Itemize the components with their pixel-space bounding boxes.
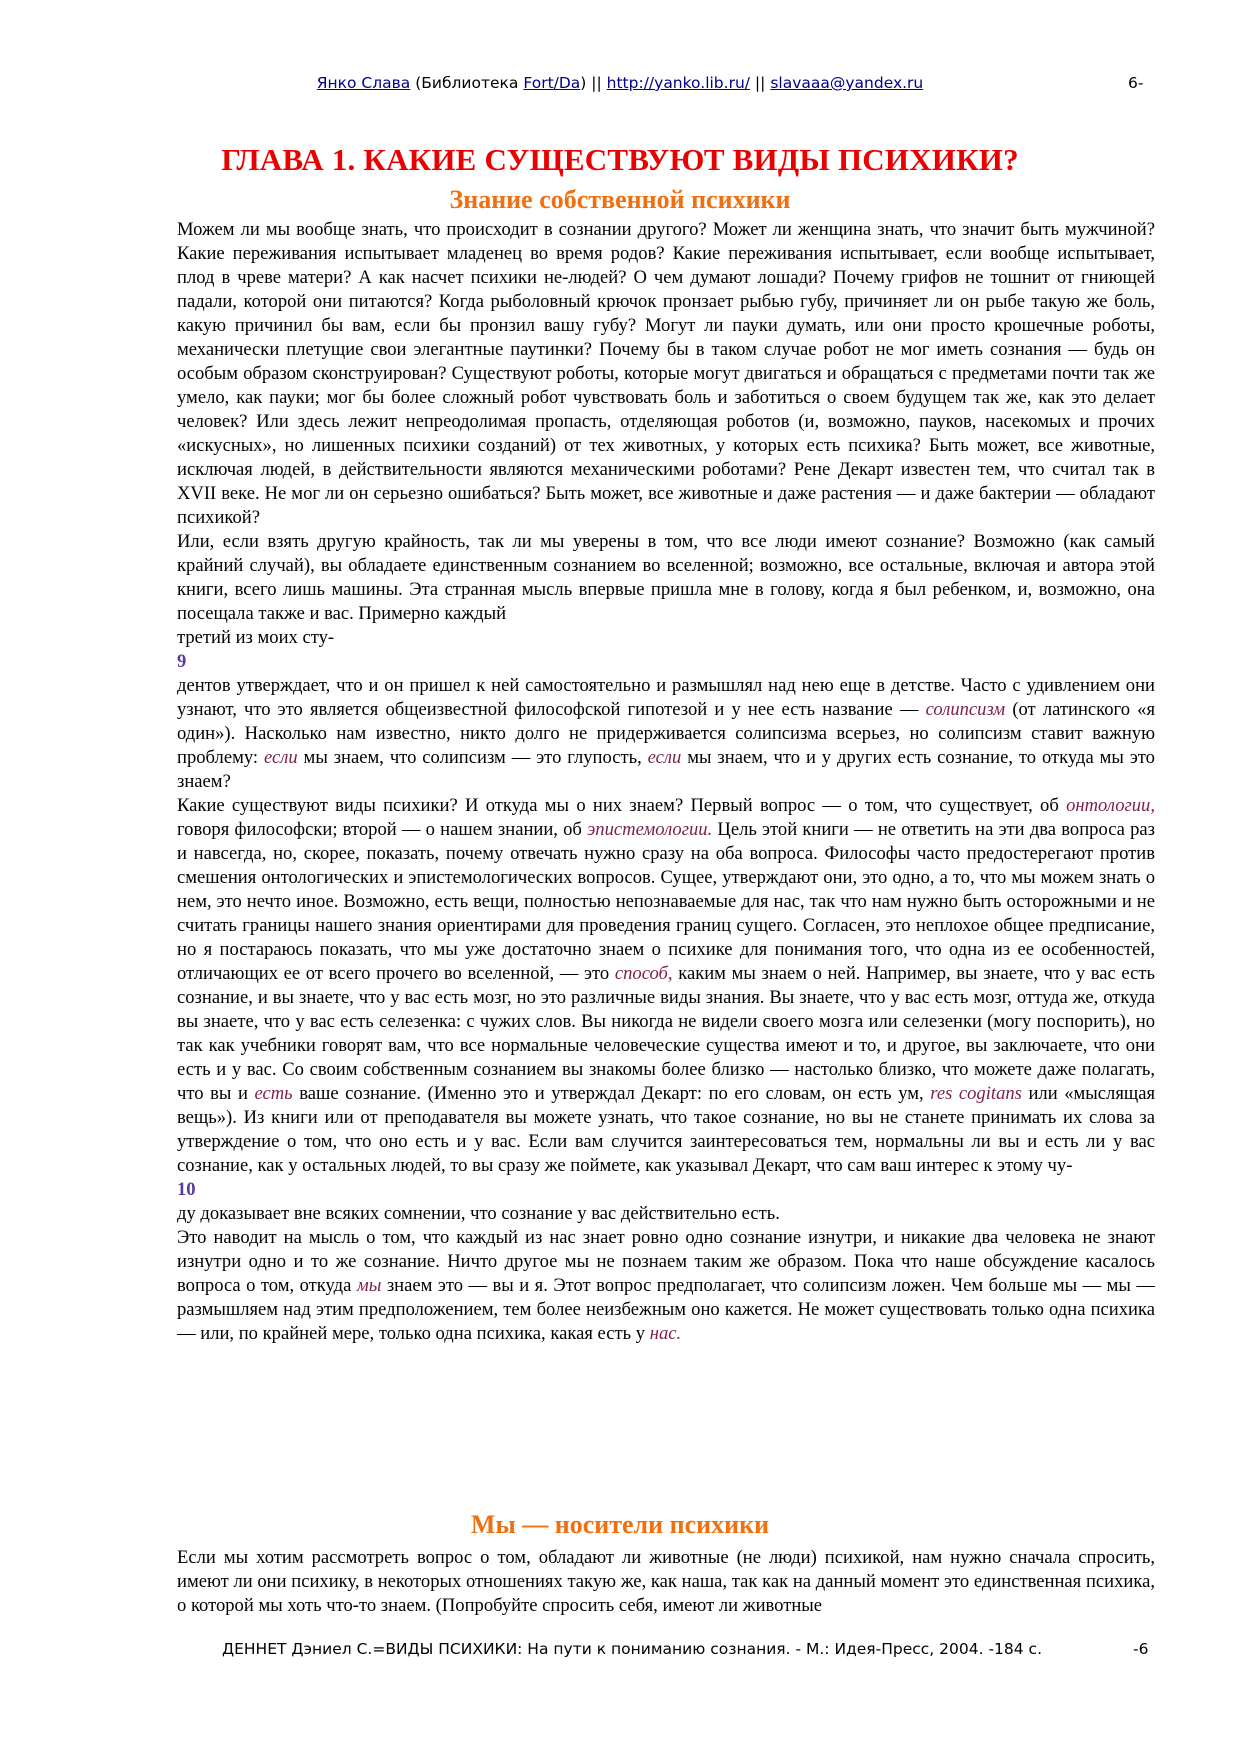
text: ваше сознание. (Именно это и утверждал Декарт: по его словам, он есть ум,	[299, 1083, 924, 1104]
text: дентов утверждает, что и он пришел к ней самостоятельно и размышлял над нею еще в детстве. Часто с удивлением они узнают, что это является общеизвестной философской гипотезой и у нее есть название —	[177, 675, 1155, 720]
paragraph: ду доказывает вне всяких сомнении, что сознание у вас действительно есть.	[177, 1203, 780, 1224]
separator: ||	[591, 74, 607, 92]
text: Цель этой книги — не ответить на эти два вопроса раз и навсегда, но, скорее, показать, почему отвечать нужно сразу на оба вопроса. Философы часто предостерегают против смешения онтологических и эпистемологических вопросов. Сущее, утверждают они, это одно, а то, что мы можем знать о нем, это нечто иное. Возможно, есть вещи, полностью непознаваемые для нас, так что нам нужно быть осторожными и не считать границы нашего знания ориентирами для проведения границ сущего. Согласен, это неплохое общее предписание, но я постараюсь показать, что мы уже достаточно знаем о психике для понимания того, что одна из ее особенностей, отличающих ее от всего прочего во вселенной, — это	[177, 819, 1156, 984]
section-title-own-psyche: Знание собственной психики	[449, 185, 791, 214]
emphasis: если	[263, 747, 298, 768]
text: каким мы знаем о ней. Например, вы знаете, что у вас есть сознание, и вы знаете, что у вас есть мозг, но это различные виды знания. Вы знаете, что у вас есть мозг, оттуда же, откуда вы знаете, что у вас есть селезенка: с чужих слов. Вы никогда не видели своего мозга или селезенки (могу поспорить), но так как учебники говорят вам, что все нормальные человеческие существа имеют и то, и другое, вы заключаете, что они есть и у вас. Со своим собственным сознанием вы знакомы более близко — настолько близко, что можете даже полагать, что вы и	[177, 963, 1155, 1104]
emphasis: способ,	[614, 963, 673, 984]
paragraph-tail: третий из моих сту-	[177, 627, 335, 648]
separator: ||	[750, 74, 771, 92]
text: Какие существуют виды психики? И откуда мы о них знаем? Первый вопрос — о том, что существует, об	[177, 795, 1059, 816]
header-page-number: 6-	[1128, 74, 1144, 92]
email-link[interactable]: slavaaa@yandex.ru	[770, 74, 924, 92]
emphasis: мы	[356, 1275, 382, 1296]
book-source: ДЕННЕТ Дэниел С.=ВИДЫ ПСИХИКИ: На пути к пониманию сознания. - М.: Идея-Пресс, 2004. -184 с.	[222, 1640, 1042, 1658]
term-res-cogitans: res cogitans	[930, 1083, 1022, 1104]
section1-body	[177, 218, 1155, 1346]
text: говоря философски; второй — о нашем знании, об	[177, 819, 582, 840]
library-close: )	[580, 74, 592, 92]
library-open: (Библиотека	[410, 74, 524, 92]
chapter-title: ГЛАВА 1. КАКИЕ СУЩЕСТВУЮТ ВИДЫ ПСИХИКИ?	[221, 142, 1019, 177]
page-marker: 10	[177, 1179, 196, 1200]
paragraph	[177, 674, 1155, 794]
text: знаем это — вы и я. Этот вопрос предполагает, что солипсизм ложен. Чем больше мы — мы — размышляем над этим предположением, тем более неизбежным оно кажется. Не может существовать только одна психика — или, по крайней мере, только одна психика, какая есть у	[177, 1275, 1155, 1344]
footer-page-number: -6	[1133, 1640, 1149, 1658]
text: (от латинского «я один»). Насколько нам известно, никто долго не придерживается солипсизма всерьез, но солипсизм ставит важную проблему:	[177, 699, 1155, 768]
site-url-link[interactable]: http://yanko.lib.ru/	[606, 74, 750, 92]
page-marker: 9	[177, 651, 187, 672]
paragraph: Если мы хотим рассмотреть вопрос о том, обладают ли животные (не люди) психикой, нам нужно сначала спросить, имеют ли они психику, в некоторых отношениях такую же, как наша, так как на данный момент это единственная психика, о которой мы хоть что-то знаем. (Попробуйте спросить себя, имеют ли животные	[177, 1547, 1155, 1616]
library-link[interactable]: Fort/Da	[523, 74, 581, 92]
text: Это наводит на мысль о том, что каждый из нас знает ровно одно сознание изнутри, и никакие два человека не знают изнутри одно и то же сознание. Ничто другое мы не познаем таким же образом. Пока что наше обсуждение касалось вопроса о том, откуда	[177, 1227, 1155, 1296]
emphasis: есть	[254, 1083, 293, 1104]
paragraph	[177, 1226, 1155, 1346]
text: мы знаем, что солипсизм — это глупость,	[303, 747, 642, 768]
paragraph	[177, 794, 1155, 1178]
term-ontology: онтологии,	[1066, 795, 1155, 816]
author-link[interactable]: Янко Слава	[316, 74, 411, 92]
term-solipsism: солипсизм	[925, 699, 1006, 720]
term-epistemology: эпистемологии.	[587, 819, 713, 840]
text: мы знаем, что и у других есть сознание, то откуда мы это знаем?	[177, 747, 1155, 792]
section2-body	[177, 1546, 1155, 1618]
paragraph	[177, 530, 1155, 626]
header-links	[0, 74, 1240, 92]
text: или «мыслящая вещь»). Из книги или от преподавателя вы можете узнать, что такое сознание, но вы не станете принимать их слова за утверждение о том, что оно есть и у вас. Если вам случится заинтересоваться тем, нормальны ли вы и есть ли у вас сознание, как у остальных людей, то вы сразу же поймете, как указывал Декарт, что сам ваш интерес к этому чу-	[177, 1083, 1155, 1176]
page-header	[0, 74, 1240, 98]
paragraph: Можем ли мы вообще знать, что происходит в сознании другого? Может ли женщина знать, что значит быть мужчиной? Какие переживания испытывает младенец во время родов? Какие переживания испытывает, если вообще испытывает, плод в чреве матери? А как насчет психики не-людей? О чем думают лошади? Почему грифов не тошнит от гниющей падали, которой они питаются? Когда рыболовный крючок пронзает рыбью губу, причиняет ли он рыбе такую же боль, какую причинил бы вам, если бы пронзил вашу губу? Могут ли пауки думать, или они просто крошечные роботы, механически плетущие свои элегантные паутинки? Почему бы в таком случае робот не мог иметь сознания — будь он особым образом сконструирован? Существуют роботы, которые могут двигаться и обращаться с предметами почти так же умело, как пауки; мог бы более сложный робот чувствовать боль и заботиться о своем будущем так же, как это делает человек? Или здесь лежит непреодолимая пропасть, отделяющая роботов (и, возможно, пауков, насекомых и прочих «искусных», но лишенных психики созданий) от тех животных, у которых есть психика? Быть может, все животные, исключая людей, в действительности являются механическими роботами? Рене Декарт известен тем, что считал так в XVII веке. Не мог ли он серьезно ошибаться? Быть может, все животные и даже растения — и даже бактерии — обладают психикой?	[177, 219, 1155, 528]
emphasis: нас.	[649, 1323, 682, 1344]
section-title-psyche-carriers: Мы — носители психики	[470, 1510, 770, 1539]
paragraph-text: Или, если взять другую крайность, так ли мы уверены в том, что все люди имеют сознание? Возможно (как самый крайний случай), вы обладаете единственным сознанием во вселенной; возможно, все остальные, включая и автора этой книги, всего лишь машины. Эта странная мысль впервые пришла мне в голову, когда я был ребенком, и, возможно, она посещала также и вас. Примерно каждый	[177, 531, 1155, 624]
emphasis: если	[647, 747, 682, 768]
